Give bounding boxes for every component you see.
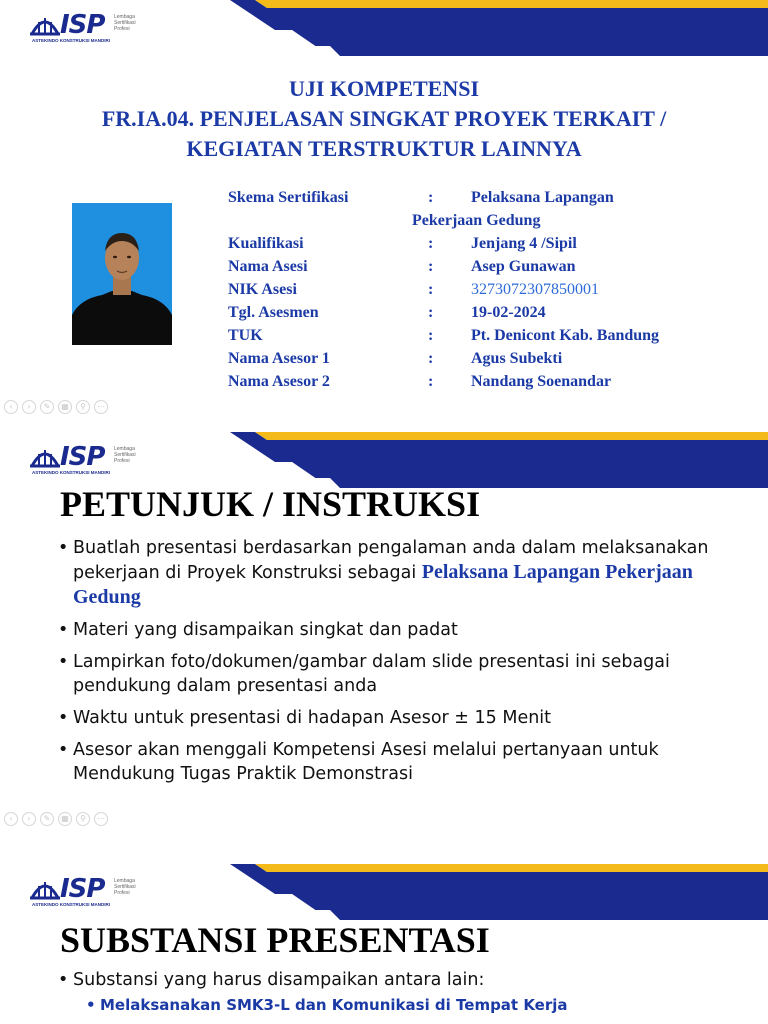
info-label: Nama Asesor 1 bbox=[228, 350, 330, 367]
slide-cover bbox=[0, 0, 768, 420]
title-line: FR.IA.04. PENJELASAN SINGKAT PROYEK TERKAIT / bbox=[101, 106, 667, 131]
cover-title bbox=[0, 74, 768, 164]
info-value: 3273072307850001 bbox=[471, 281, 599, 298]
info-label: NIK Asesi bbox=[228, 281, 297, 298]
pen-icon[interactable]: ✎ bbox=[40, 812, 54, 826]
info-label: Nama Asesi bbox=[228, 258, 308, 275]
slide-substance bbox=[0, 864, 768, 1024]
logo-wordmark: ISP bbox=[60, 442, 105, 472]
info-colon: : bbox=[428, 189, 434, 206]
logo-side-text: Lembaga Sertifikasi Profesi bbox=[114, 878, 136, 896]
instruction-list bbox=[58, 536, 748, 794]
bridge-icon bbox=[30, 876, 60, 902]
sub-list-item: • Melaksanakan SMK3-L dan Komunikasi di Tempat Kerja bbox=[58, 992, 748, 1018]
list-item: • Buatlah presentasi berdasarkan pengalaman anda dalam melaksanakan pekerjaan di Proyek Konstruksi sebagai Pelaksana Lapangan Pekerjaan Gedung bbox=[58, 536, 748, 610]
logo-subtitle: ASTEKINDO KONSTRUKSI MANDIRI bbox=[32, 902, 111, 907]
next-slide-icon[interactable]: › bbox=[22, 812, 36, 826]
info-colon: : bbox=[428, 235, 434, 252]
more-icon[interactable]: ⋯ bbox=[94, 812, 108, 826]
list-item: • Asesor akan menggali Kompetensi Asesi melalui pertanyaan untuk Mendukung Tugas Praktik Demonstrasi bbox=[58, 738, 748, 786]
asesi-photo bbox=[72, 203, 172, 345]
info-value: Agus Subekti bbox=[471, 350, 563, 367]
prev-slide-icon[interactable]: ‹ bbox=[4, 812, 18, 826]
logo-side-text: Lembaga Sertifikasi Profesi bbox=[114, 14, 136, 32]
isp-logo bbox=[30, 442, 150, 478]
info-value: Pelaksana Lapangan bbox=[471, 189, 614, 206]
logo-side-text: Lembaga Sertifikasi Profesi bbox=[114, 446, 136, 464]
logo-subtitle: ASTEKINDO KONSTRUKSI MANDIRI bbox=[32, 470, 111, 475]
list-item: • Lampirkan foto/dokumen/gambar dalam slide presentasi ini sebagai pendukung dalam presentasi anda bbox=[58, 650, 748, 698]
list-item: • Waktu untuk presentasi di hadapan Asesor ± 15 Menit bbox=[58, 706, 748, 730]
zoom-icon[interactable]: ⚲ bbox=[76, 400, 90, 414]
slide-nav-controls bbox=[4, 812, 108, 828]
bridge-icon bbox=[30, 12, 60, 38]
logo-subtitle: ASTEKINDO KONSTRUKSI MANDIRI bbox=[32, 38, 111, 43]
substance-list bbox=[58, 968, 748, 1018]
slide-heading: PETUNJUK / INSTRUKSI bbox=[60, 484, 481, 524]
list-item: • Materi yang disampaikan singkat dan padat bbox=[58, 618, 748, 642]
info-label: Kualifikasi bbox=[228, 235, 304, 252]
bridge-icon bbox=[30, 444, 60, 470]
info-label: Skema Sertifikasi bbox=[228, 189, 349, 206]
prev-slide-icon[interactable]: ‹ bbox=[4, 400, 18, 414]
info-label: Nama Asesor 2 bbox=[228, 373, 330, 390]
logo-wordmark: ISP bbox=[60, 874, 105, 904]
isp-logo bbox=[30, 10, 150, 46]
info-value: 19-02-2024 bbox=[471, 304, 546, 321]
info-value: Pt. Denicont Kab. Bandung bbox=[471, 327, 660, 344]
info-value-continued: Pekerjaan Gedung bbox=[412, 212, 541, 229]
slide-instructions bbox=[0, 432, 768, 832]
grid-icon[interactable]: ▦ bbox=[58, 400, 72, 414]
zoom-icon[interactable]: ⚲ bbox=[76, 812, 90, 826]
info-colon: : bbox=[428, 327, 434, 344]
role-highlight: Pelaksana Lapangan Pekerjaan Gedung bbox=[73, 561, 693, 608]
info-value: Jenjang 4 /Sipil bbox=[471, 235, 577, 252]
info-label: Tgl. Asesmen bbox=[228, 304, 319, 321]
info-value: Nandang Soenandar bbox=[471, 373, 612, 390]
info-label: TUK bbox=[228, 327, 263, 344]
pen-icon[interactable]: ✎ bbox=[40, 400, 54, 414]
info-colon: : bbox=[428, 373, 434, 390]
title-line: UJI KOMPETENSI bbox=[288, 76, 480, 101]
logo-wordmark: ISP bbox=[60, 10, 105, 40]
isp-logo bbox=[30, 874, 150, 910]
info-colon: : bbox=[428, 258, 434, 275]
next-slide-icon[interactable]: › bbox=[22, 400, 36, 414]
slide-heading: SUBSTANSI PRESENTASI bbox=[60, 920, 490, 960]
info-colon: : bbox=[428, 350, 434, 367]
info-colon: : bbox=[428, 304, 434, 321]
info-value: Asep Gunawan bbox=[471, 258, 576, 275]
person-portrait bbox=[72, 203, 172, 345]
more-icon[interactable]: ⋯ bbox=[94, 400, 108, 414]
grid-icon[interactable]: ▦ bbox=[58, 812, 72, 826]
list-item: • Substansi yang harus disampaikan antara lain: bbox=[58, 968, 748, 992]
info-colon: : bbox=[428, 281, 434, 298]
title-line: KEGIATAN TERSTRUKTUR LAINNYA bbox=[186, 136, 582, 161]
slide-nav-controls bbox=[4, 400, 108, 416]
